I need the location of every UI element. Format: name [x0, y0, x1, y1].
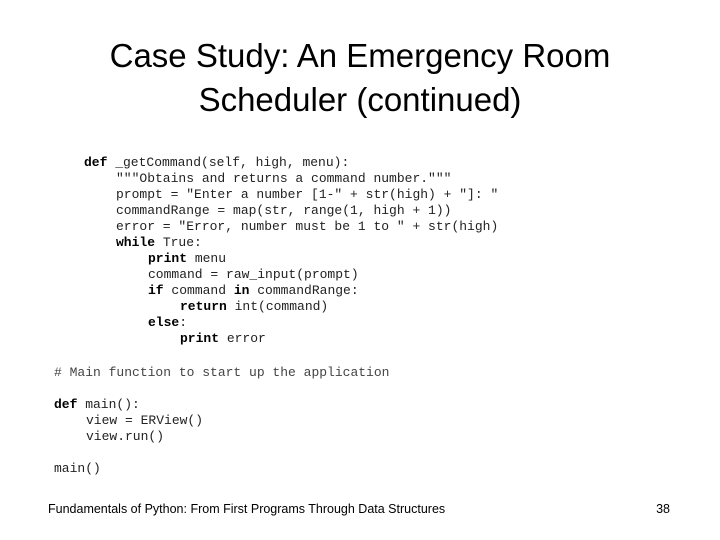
slide-title-line-2: Scheduler (continued) [198, 81, 522, 118]
code-line-11 [148, 315, 187, 331]
code-line-17: main() [54, 461, 101, 476]
code-text: error [219, 331, 266, 346]
code-text: main(): [77, 397, 140, 412]
code-comment: # Main function to start up the application [54, 365, 390, 380]
code-text: commandRange: [249, 283, 359, 298]
code-line-7 [148, 251, 226, 267]
code-keyword: print [180, 331, 220, 346]
code-keyword: print [148, 251, 188, 266]
page-number: 38 [656, 502, 670, 516]
code-text: command [163, 283, 234, 298]
code-line-4: commandRange = map(str, range(1, high + 1)) [116, 203, 452, 218]
code-line-2: """Obtains and returns a command number.""" [116, 171, 452, 186]
code-line-10 [180, 299, 328, 315]
code-text: : [179, 315, 188, 330]
code-line-3: prompt = "Enter a number [1-" + str(high) + "]: " [116, 187, 499, 202]
code-keyword: while [116, 235, 156, 250]
code-line-5: error = "Error, number must be 1 to " + str(high) [116, 219, 499, 234]
slide-title [0, 34, 720, 122]
code-line-12 [180, 331, 266, 347]
code-line-6 [116, 235, 202, 251]
code-text: menu [187, 251, 227, 266]
code-keyword: return [180, 299, 227, 314]
code-keyword: else [148, 315, 180, 330]
code-text: True: [155, 235, 202, 250]
code-line-14 [54, 397, 140, 413]
code-line-15: view = ERView() [86, 413, 204, 428]
code-keyword: def [54, 397, 78, 412]
code-line-9 [148, 283, 359, 299]
footer-book-title: Fundamentals of Python: From First Programs Through Data Structures [48, 502, 446, 516]
code-keyword: def [84, 155, 108, 170]
code-keyword: if [148, 283, 164, 298]
code-text: int(command) [226, 299, 329, 314]
code-keyword: in [233, 283, 250, 298]
slide-title-line-1: Case Study: An Emergency Room [109, 37, 611, 74]
code-text: _getCommand(self, high, menu): [107, 155, 350, 170]
code-line-16: view.run() [86, 429, 165, 444]
code-line-1 [84, 155, 349, 171]
code-line-8: command = raw_input(prompt) [148, 267, 359, 282]
